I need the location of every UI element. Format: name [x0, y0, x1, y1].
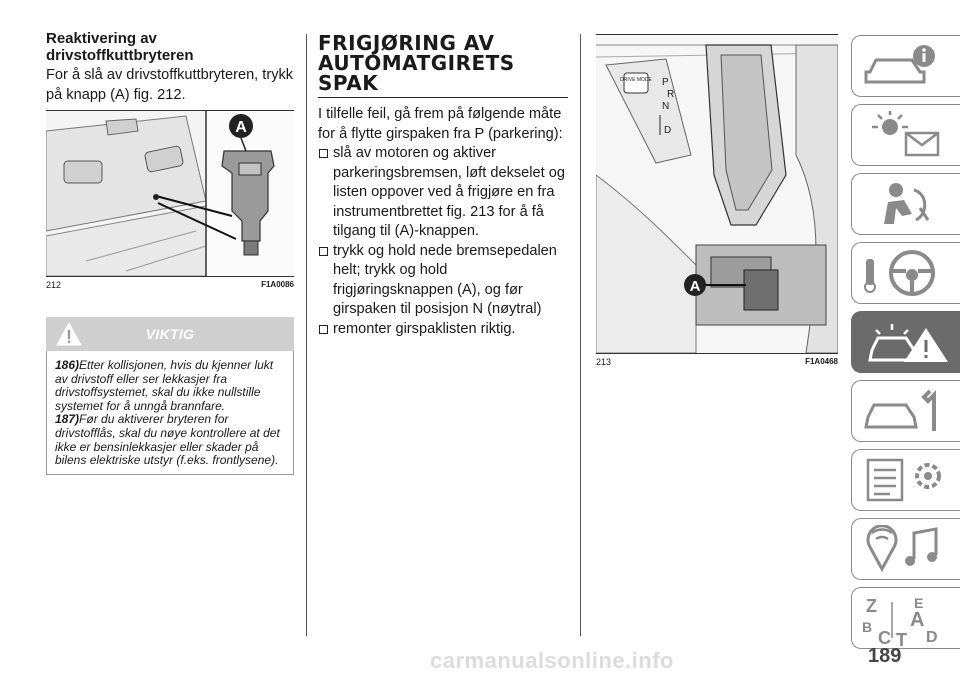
multimedia-icon [862, 525, 952, 573]
technical-data-icon [862, 456, 952, 504]
watermark: carmanualsonline.info [430, 648, 674, 673]
figure-212-marker-a: A [235, 119, 247, 136]
steering-wheel-key-icon [862, 249, 952, 297]
step-item [318, 320, 568, 340]
emergency-car-icon [862, 318, 952, 366]
tab-emergency[interactable] [851, 311, 960, 373]
index-letter: D [926, 629, 938, 646]
index-letter: T [896, 630, 907, 646]
checkbox-bullet-icon [319, 149, 328, 158]
heading-line: FRIGJØRING AV [318, 31, 495, 55]
drive-mode-label: DRIVE MODE [620, 77, 652, 83]
page-number: 189 [868, 645, 902, 667]
figure-213 [596, 34, 838, 354]
tab-multimedia[interactable] [851, 518, 960, 580]
index-letter: C [878, 628, 891, 646]
dashboard-lights-icon [862, 111, 952, 159]
figure-212-caption [46, 280, 294, 290]
gear-label-d: D [664, 125, 672, 136]
warning-note-187 [55, 413, 285, 467]
gear-label-p: P [662, 77, 669, 88]
step-text: remonter girspaklisten riktig. [333, 320, 516, 337]
figure-213-caption [596, 357, 838, 367]
car-maintenance-icon [862, 387, 952, 435]
step-item [318, 242, 568, 320]
tab-technical-data[interactable] [851, 449, 960, 511]
tab-dashboard[interactable] [851, 104, 960, 166]
warning-notes [46, 351, 294, 475]
section-heading-gear-release [318, 33, 568, 98]
warning-note-186 [55, 359, 285, 413]
tab-vehicle-info[interactable] [851, 35, 960, 97]
figure-213-marker-a: A [689, 278, 701, 295]
safety-airbag-icon [862, 180, 952, 228]
warning-note-text: Før du aktiverer bryteren for drivstofflås, skal du nøye kontrollere at det ikke er bensinlekkasjer eller skader på bilens elektriske utstyr (f.eks. frontlysene). [55, 412, 280, 468]
fuel-cutoff-instructions: For å slå av drivstoffkuttbryteren, trykk på knapp (A) fig. 212. [46, 67, 294, 103]
chapter-tabs [851, 35, 960, 656]
step-text: trykk og hold nede bremsepedalen helt; trykk og hold frigjøringsknappen (A), og før girspaken til posisjon N (nøytral) [333, 242, 557, 317]
column-divider [580, 34, 581, 636]
middle-column [318, 33, 568, 339]
index-letter: A [910, 609, 925, 631]
warning-note-number: 187) [55, 412, 80, 427]
index-letter: B [862, 619, 873, 635]
left-column [46, 30, 294, 475]
checkbox-bullet-icon [319, 325, 328, 334]
tab-maintenance[interactable] [851, 380, 960, 442]
figure-213-number: 213 [596, 357, 612, 367]
gear-label-n: N [662, 101, 670, 112]
figure-212-number: 212 [46, 280, 62, 290]
figure-212 [46, 110, 294, 277]
index-letter: E [914, 595, 924, 611]
tab-starting-driving[interactable] [851, 242, 960, 304]
gear-lever-illustration [596, 35, 838, 353]
heading-line: AUTOMATGIRETS [318, 51, 515, 75]
tab-index[interactable] [851, 587, 960, 649]
step-text: slå av motoren og aktiver parkeringsbremsen, løft dekselet og listen oppover ved å frigjøre en fra instrumentbrettet fig. 213 for å få tilgang til (A)-knappen. [333, 145, 565, 239]
figure-212-code: F1A0086 [261, 280, 294, 289]
index-letter: Z [866, 596, 877, 616]
warning-title: VIKTIG [145, 326, 195, 342]
warning-note-number: 186) [55, 358, 80, 372]
checkbox-bullet-icon [319, 247, 328, 256]
heading-line: SPAK [318, 71, 379, 95]
right-column [596, 34, 838, 367]
figure-213-code: F1A0468 [805, 357, 838, 366]
gear-release-intro: I tilfelle feil, gå frem på følgende måte for å flytte girspaken fra P (parkering): [318, 106, 563, 142]
alphabetical-index-icon [862, 594, 952, 646]
gear-label-r: R [667, 89, 675, 100]
warning-note-text: Etter kollisjonen, hvis du kjenner lukt av drivstoff eller ser lekkasjer fra drivstoffsystemet, skal du ikke nullstille systemet for å unngå brannfare. [55, 358, 274, 413]
column-divider [306, 34, 307, 636]
fuel-cutoff-switch-illustration [46, 111, 294, 276]
warning-header [46, 317, 294, 351]
step-item [318, 144, 568, 242]
section-heading-fuel-cutoff: Reaktivering av drivstoffkuttbryteren [46, 30, 194, 64]
tab-safety[interactable] [851, 173, 960, 235]
car-info-icon [862, 42, 952, 90]
